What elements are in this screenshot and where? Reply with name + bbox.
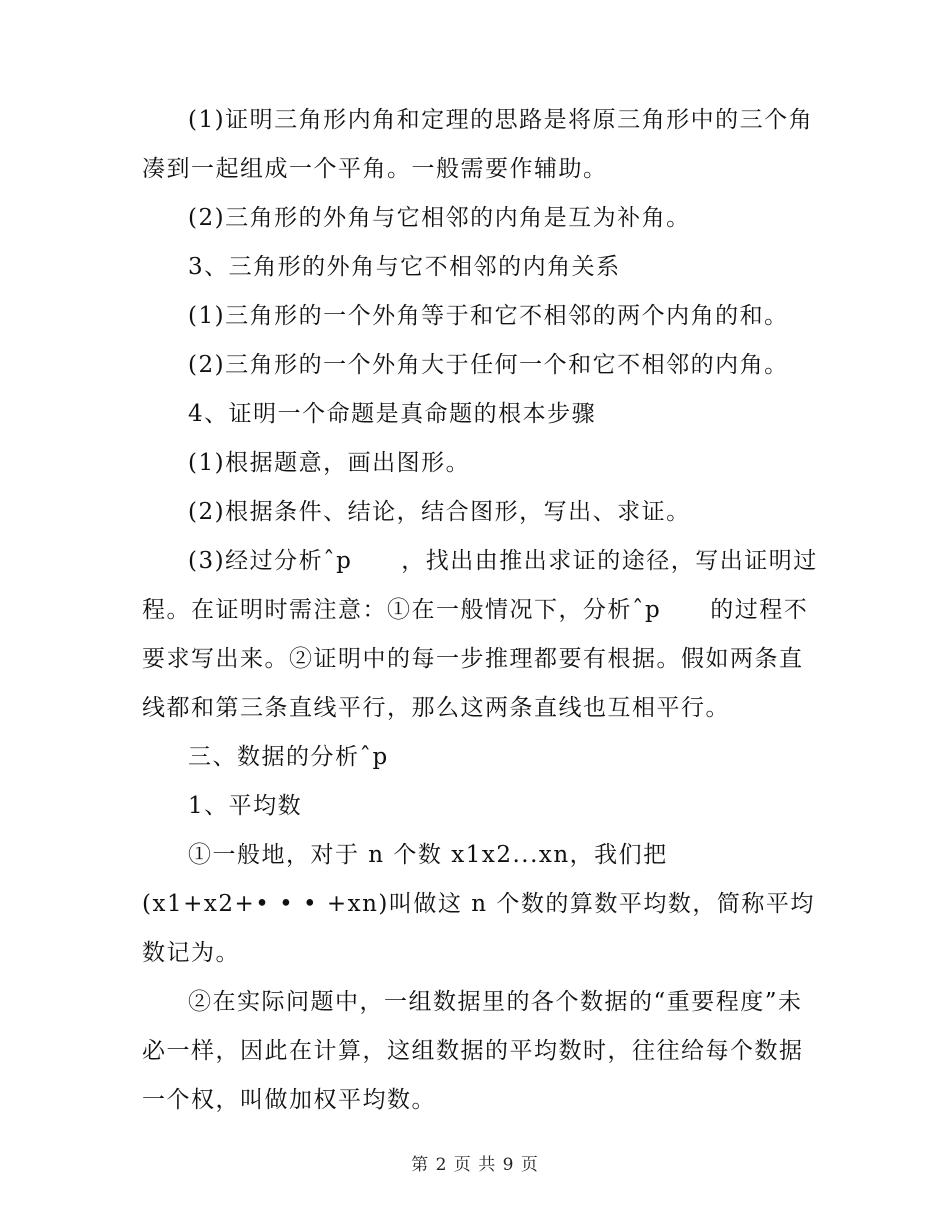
paragraph: ①一般地，对于 n 个数 x1x2...xn，我们把 [188, 842, 668, 868]
paragraph: ②在实际问题中，一组数据里的各个数据的“重要程度”未必一样，因此在计算，这组数据的平均数时，往往给每个数据一个权，叫做加权平均数。 [142, 989, 804, 1113]
paragraph: (1)证明三角形内角和定理的思路是将原三角形中的三个角凑到一起组成一个平角。一般需要作辅助。 [142, 107, 814, 182]
page-body [142, 96, 822, 1125]
paragraph: (x1+x2+• • • +xn)叫做这 n 个数的算数平均数，简称平均数记为。 [142, 891, 815, 966]
paragraph: (1)根据题意，画出图形。 [188, 450, 471, 476]
section-heading: 1、平均数 [188, 793, 303, 819]
paragraph: (2)根据条件、结论，结合图形，写出、求证。 [188, 499, 691, 525]
page-number-footer: 第 2 页 共 9 页 [411, 1155, 539, 1175]
paragraph: (3)经过分析ˆp ，找出由推出求证的途径，写出证明过程。在证明时需注意：①在一般情况下，分析ˆp 的过程不要求写出来。②证明中的每一步推理都要有根据。假如两条直线都和第三条直线平行，那么这两条直线也互相平行。 [142, 548, 818, 721]
paragraph: (2)三角形的一个外角大于任何一个和它不相邻的内角。 [188, 352, 789, 378]
paragraph: (1)三角形的一个外角等于和它不相邻的两个内角的和。 [188, 303, 789, 329]
chapter-heading: 三、数据的分析ˆp [188, 744, 389, 770]
paragraph: (2)三角形的外角与它相邻的内角是互为补角。 [188, 205, 691, 231]
section-heading: 3、三角形的外角与它不相邻的内角关系 [188, 254, 621, 280]
section-heading: 4、证明一个命题是真命题的根本步骤 [188, 401, 597, 427]
